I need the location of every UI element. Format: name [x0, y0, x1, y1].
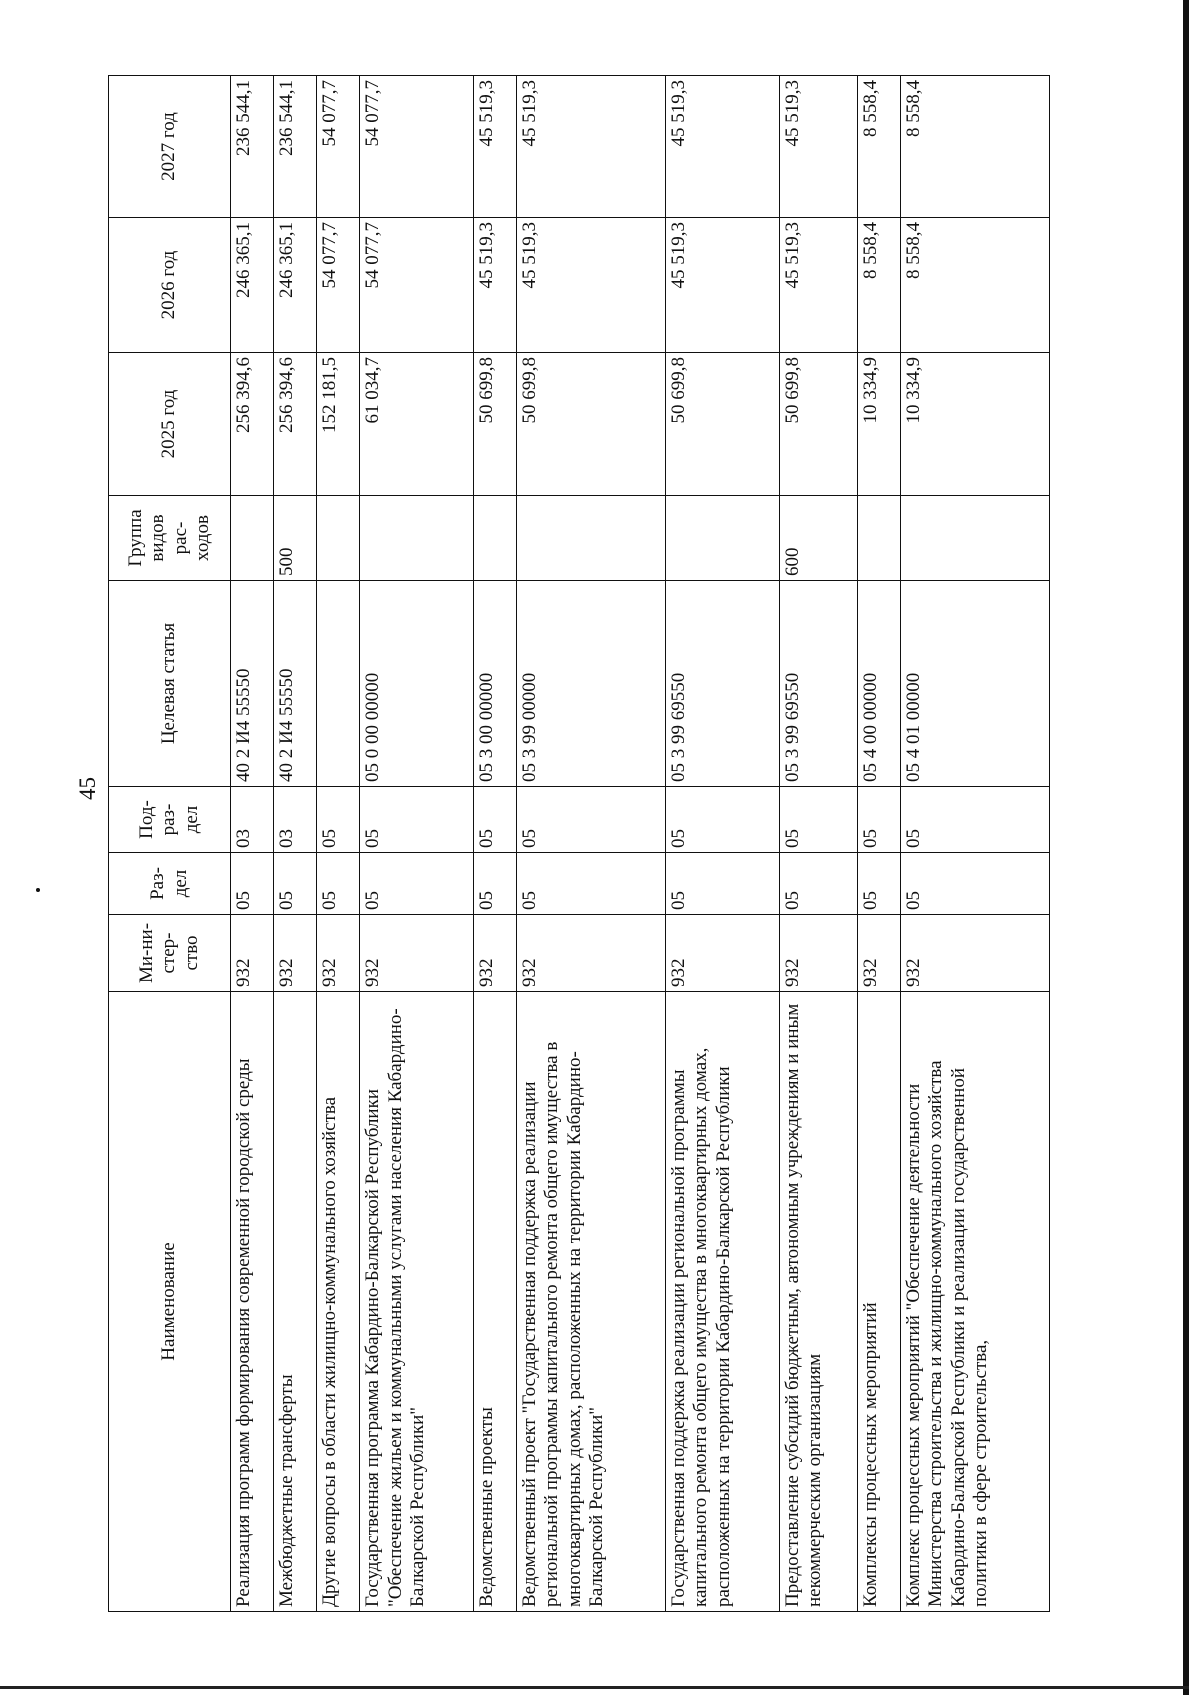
table-row	[857, 76, 900, 1612]
table-row	[231, 76, 274, 1612]
cell-target: 05 3 99 00000	[517, 581, 666, 787]
cell-2025: 50 699,8	[665, 353, 779, 496]
cell-2027: 45 519,3	[665, 76, 779, 218]
table-body	[231, 76, 1050, 1612]
cell-ministry: 932	[517, 915, 666, 992]
cell-section: 05	[665, 853, 779, 915]
cell-target: 05 3 99 69550	[779, 581, 857, 787]
cell-expense-group	[317, 496, 360, 581]
cell-2027: 8 558,4	[857, 76, 900, 218]
table-row	[901, 76, 1050, 1612]
cell-subsection: 05	[857, 787, 900, 853]
cell-2027: 45 519,3	[779, 76, 857, 218]
cell-2025: 10 334,9	[857, 353, 900, 496]
cell-name: Ведомственный проект "Государственная поддержка реализации региональной программы капитального ремонта общего имущества в многоквартирных домах, расположенных на территории Кабардино-Балкарской Республики"	[517, 992, 666, 1612]
cell-expense-group: 500	[274, 496, 317, 581]
header-section: Раз-дел	[109, 853, 231, 915]
cell-name: Реализация программ формирования современной городской среды	[231, 992, 274, 1612]
cell-2026: 8 558,4	[857, 218, 900, 353]
cell-ministry: 932	[231, 915, 274, 992]
cell-2026: 45 519,3	[779, 218, 857, 353]
cell-name: Другие вопросы в области жилищно-коммунального хозяйства	[317, 992, 360, 1612]
table-row	[473, 76, 516, 1612]
cell-2025: 152 181,5	[317, 353, 360, 496]
speck	[36, 888, 40, 892]
cell-2027: 45 519,3	[517, 76, 666, 218]
header-ministry: Ми-ни-стер-ство	[109, 915, 231, 992]
header-2026: 2026 год	[109, 218, 231, 353]
cell-2026: 246 365,1	[274, 218, 317, 353]
cell-name: Межбюджетные трансферты	[274, 992, 317, 1612]
scan-edge-right	[1183, 0, 1189, 1695]
table-row	[779, 76, 857, 1612]
cell-2026: 54 077,7	[360, 218, 474, 353]
table-row	[317, 76, 360, 1612]
cell-2026: 8 558,4	[901, 218, 1050, 353]
cell-name: Комплекс процессных мероприятий "Обеспечение деятельности Министерства строительства и жилищно-коммунального хозяйства Кабардино-Балкарской Республики и реализации государственной политики в сфере строительства,	[901, 992, 1050, 1612]
header-2025: 2025 год	[109, 353, 231, 496]
header-name: Наименование	[109, 992, 231, 1612]
cell-expense-group	[360, 496, 474, 581]
budget-table	[108, 75, 1050, 1612]
table-row	[665, 76, 779, 1612]
cell-2027: 54 077,7	[317, 76, 360, 218]
cell-target: 40 2 И4 55550	[274, 581, 317, 787]
cell-target: 05 4 00 00000	[857, 581, 900, 787]
cell-subsection: 05	[901, 787, 1050, 853]
rotated-table-container	[108, 76, 1050, 1612]
cell-subsection: 03	[274, 787, 317, 853]
cell-section: 05	[360, 853, 474, 915]
cell-ministry: 932	[857, 915, 900, 992]
cell-2026: 246 365,1	[231, 218, 274, 353]
cell-subsection: 03	[231, 787, 274, 853]
cell-expense-group	[901, 496, 1050, 581]
cell-name: Предоставление субсидий бюджетным, автономным учреждениям и иным некоммерческим организациям	[779, 992, 857, 1612]
cell-2027: 54 077,7	[360, 76, 474, 218]
cell-section: 05	[857, 853, 900, 915]
cell-ministry: 932	[473, 915, 516, 992]
cell-2026: 45 519,3	[473, 218, 516, 353]
cell-target: 05 3 99 69550	[665, 581, 779, 787]
scan-edge-bottom	[0, 1686, 1189, 1689]
cell-section: 05	[779, 853, 857, 915]
cell-2027: 8 558,4	[901, 76, 1050, 218]
cell-2025: 10 334,9	[901, 353, 1050, 496]
cell-target: 05 3 00 00000	[473, 581, 516, 787]
cell-section: 05	[473, 853, 516, 915]
cell-ministry: 932	[665, 915, 779, 992]
cell-name: Государственная поддержка реализации региональной программы капитального ремонта общего имущества в многоквартирных домах, расположенных на территории Кабардино-Балкарской Республики	[665, 992, 779, 1612]
cell-expense-group	[517, 496, 666, 581]
page-number: 45	[75, 777, 100, 800]
table-row	[360, 76, 474, 1612]
cell-subsection: 05	[360, 787, 474, 853]
cell-2027: 236 544,1	[274, 76, 317, 218]
cell-2025: 50 699,8	[517, 353, 666, 496]
cell-name: Ведомственные проекты	[473, 992, 516, 1612]
cell-ministry: 932	[360, 915, 474, 992]
cell-ministry: 932	[317, 915, 360, 992]
cell-expense-group	[231, 496, 274, 581]
cell-name: Комплексы процессных мероприятий	[857, 992, 900, 1612]
cell-expense-group	[857, 496, 900, 581]
cell-2025: 256 394,6	[231, 353, 274, 496]
cell-2026: 45 519,3	[517, 218, 666, 353]
cell-section: 05	[317, 853, 360, 915]
cell-2026: 45 519,3	[665, 218, 779, 353]
cell-ministry: 932	[901, 915, 1050, 992]
header-2027: 2027 год	[109, 76, 231, 218]
cell-subsection: 05	[317, 787, 360, 853]
cell-2027: 45 519,3	[473, 76, 516, 218]
table-row	[517, 76, 666, 1612]
header-subsection: Под-раз-дел	[109, 787, 231, 853]
cell-2025: 50 699,8	[473, 353, 516, 496]
cell-section: 05	[517, 853, 666, 915]
cell-ministry: 932	[779, 915, 857, 992]
cell-ministry: 932	[274, 915, 317, 992]
cell-target: 40 2 И4 55550	[231, 581, 274, 787]
header-target: Целевая статья	[109, 581, 231, 787]
cell-2025: 256 394,6	[274, 353, 317, 496]
cell-2026: 54 077,7	[317, 218, 360, 353]
cell-2027: 236 544,1	[231, 76, 274, 218]
table-row	[274, 76, 317, 1612]
cell-section: 05	[901, 853, 1050, 915]
cell-2025: 50 699,8	[779, 353, 857, 496]
table-header-row	[109, 76, 231, 1612]
cell-target: 05 0 00 00000	[360, 581, 474, 787]
cell-2025: 61 034,7	[360, 353, 474, 496]
cell-subsection: 05	[517, 787, 666, 853]
cell-subsection: 05	[665, 787, 779, 853]
cell-target	[317, 581, 360, 787]
cell-subsection: 05	[779, 787, 857, 853]
cell-subsection: 05	[473, 787, 516, 853]
cell-target: 05 4 01 00000	[901, 581, 1050, 787]
cell-section: 05	[274, 853, 317, 915]
cell-expense-group	[473, 496, 516, 581]
cell-expense-group: 600	[779, 496, 857, 581]
cell-section: 05	[231, 853, 274, 915]
cell-expense-group	[665, 496, 779, 581]
header-expense-group: Группа видов рас-ходов	[109, 496, 231, 581]
cell-name: Государственная программа Кабардино-Балкарской Республики "Обеспечение жильем и коммунальными услугами населения Кабардино-Балкарской Республики"	[360, 992, 474, 1612]
